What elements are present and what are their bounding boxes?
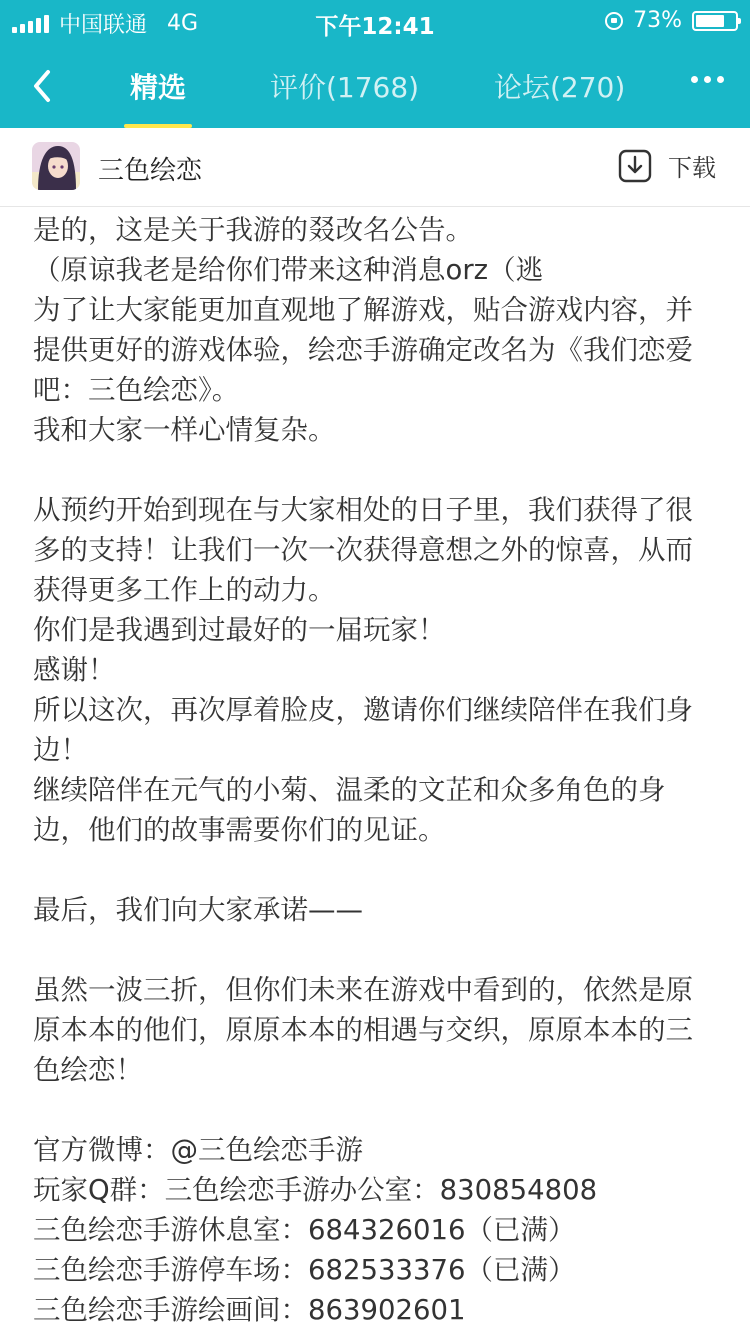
content-line: 原本本的他们，原原本本的相遇与交织，原原本本的三 [33, 1014, 693, 1046]
content-line: 最后，我们向大家承诺—— [33, 894, 363, 926]
app-icon [32, 142, 80, 190]
app-header [0, 0, 750, 128]
tab-featured-label: 精选 [130, 71, 187, 104]
announcement-content [33, 210, 723, 1330]
content-line: 色绘恋！ [33, 1054, 143, 1086]
battery-percent: 73% [633, 8, 682, 33]
rotation-lock-icon [605, 12, 623, 30]
download-label: 下载 [668, 154, 716, 182]
content-line: 为了让大家能更加直观地了解游戏，贴合游戏内容，并 [33, 294, 693, 326]
tab-reviews[interactable] [270, 66, 419, 128]
battery-icon [692, 11, 738, 31]
content-line [33, 1090, 723, 1130]
tab-reviews-label: 评价(1768) [270, 71, 420, 104]
content-line: 获得更多工作上的动力。 [33, 574, 336, 606]
content-line [33, 850, 723, 890]
content-line: 官方微博：@三色绘恋手游 [33, 1134, 363, 1166]
content-line: 边！ [33, 734, 88, 766]
content-line: 你们是我遇到过最好的一届玩家！ [33, 614, 446, 646]
content-line: 感谢！ [33, 654, 116, 686]
tab-forum[interactable] [494, 66, 625, 128]
chevron-left-icon [30, 66, 70, 106]
download-button[interactable] [618, 148, 716, 183]
content-line [33, 930, 723, 970]
content-line: 继续陪伴在元气的小菊、温柔的文芷和众多角色的身 [33, 774, 666, 806]
content-line: 多的支持！让我们一次一次获得意想之外的惊喜，从而 [33, 534, 693, 566]
app-info-bar [0, 128, 750, 207]
network-label: 4G [167, 11, 199, 36]
content-line: 三色绘恋手游停车场：682533376（已满） [33, 1254, 576, 1286]
content-line: 提供更好的游戏体验，绘恋手游确定改名为《我们恋爱 [33, 334, 693, 366]
back-button[interactable] [30, 66, 70, 106]
app-name: 三色绘恋 [98, 156, 203, 186]
content-line: 边，他们的故事需要你们的见证。 [33, 814, 446, 846]
content-line: 虽然一波三折，但你们未来在游戏中看到的，依然是原 [33, 974, 693, 1006]
tab-featured[interactable] [130, 66, 186, 128]
more-options-icon[interactable] [691, 76, 724, 83]
download-icon [618, 149, 652, 183]
content-line: 三色绘恋手游休息室：684326016（已满） [33, 1214, 576, 1246]
content-line: 三色绘恋手游绘画间：863902601 [33, 1294, 466, 1326]
content-line: 从预约开始到现在与大家相处的日子里，我们获得了很 [33, 494, 693, 526]
tab-forum-label: 论坛(270) [494, 71, 626, 104]
content-line: 我和大家一样心情复杂。 [33, 414, 336, 446]
status-bar [0, 0, 750, 44]
content-line: 所以这次，再次厚着脸皮，邀请你们继续陪伴在我们身 [33, 694, 693, 726]
content-line: 玩家Q群：三色绘恋手游办公室：830854808 [33, 1174, 598, 1206]
content-line [33, 450, 723, 490]
status-time: 下午12:41 [315, 14, 435, 40]
carrier-label: 中国联通 [59, 13, 148, 38]
content-line: （原谅我老是给你们带来这种消息orz（逃 [33, 254, 544, 286]
content-line: 是的，这是关于我游的叕改名公告。 [33, 214, 473, 246]
content-line: 吧：三色绘恋》。 [33, 374, 240, 406]
tab-navigation [0, 44, 750, 128]
battery-fill [696, 15, 724, 27]
